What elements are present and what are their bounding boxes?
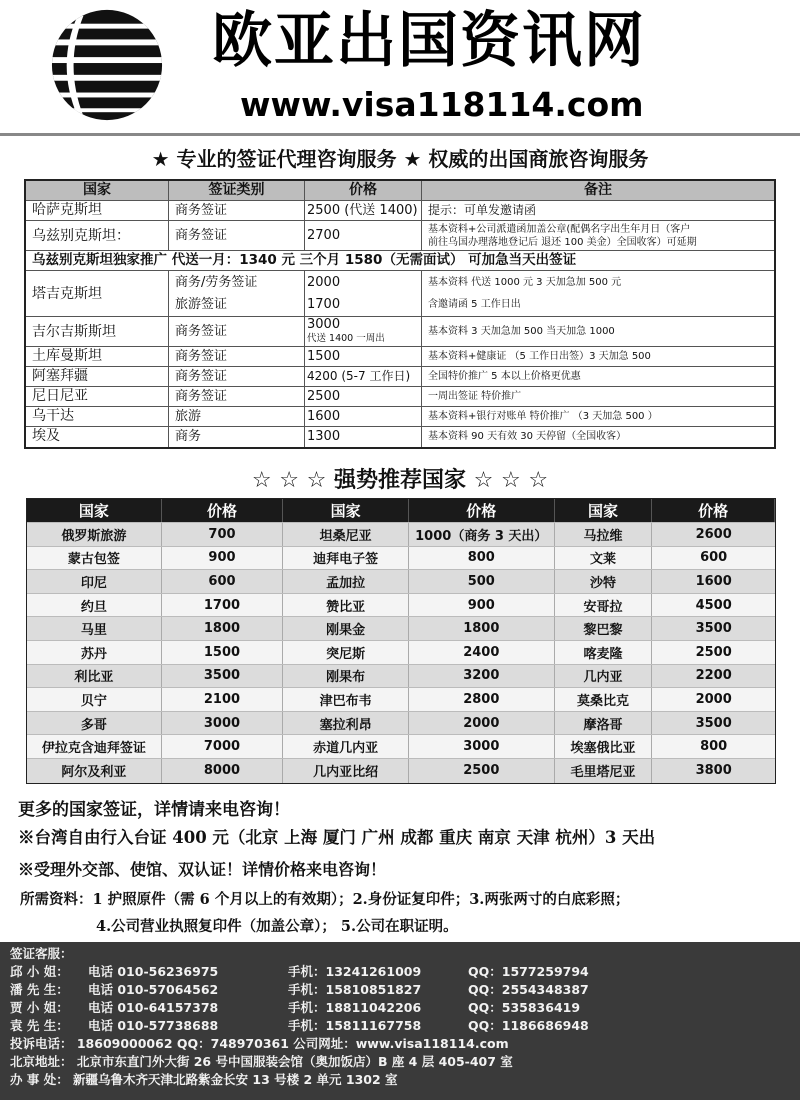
contact-mobile[interactable]: 手机：18811042206 [288, 1000, 422, 1015]
country-cell: 尼日尼亚 [26, 387, 169, 406]
price-cell: 2000 [695, 691, 732, 707]
price-line: 2000 [307, 274, 341, 290]
price-cell: 2600 [695, 526, 732, 542]
note-cell: 提示：可单发邀请函 [428, 203, 537, 217]
consular-notice: ※受理外交部、使馆、双认证！详情价格来电咨询！ [18, 860, 387, 879]
country-cell: 乌兹别克斯坦： [26, 221, 169, 250]
country-cell: 刚果金 [283, 617, 409, 640]
table-header-row [26, 181, 774, 201]
country-cell: 俄罗斯旅游 [27, 523, 162, 546]
contact-mobile[interactable]: 手机：15811167758 [288, 1018, 422, 1033]
country-cell: 蒙古包签 [27, 547, 162, 570]
recommended-heading: ☆ ☆ ☆ 强势推荐国家 ☆ ☆ ☆ [251, 468, 549, 493]
country-cell: 安哥拉 [555, 594, 653, 617]
country-cell: 阿尔及利亚 [27, 759, 162, 783]
visa-type-cell: 商务签证 [169, 387, 305, 406]
col-header-price: 价格 [305, 181, 422, 200]
country-cell: 印尼 [27, 570, 162, 593]
price-cell: 1600 [695, 573, 732, 589]
country-cell: 刚果布 [283, 665, 409, 688]
price-cell: 3500 [695, 715, 732, 731]
note-cell: 基本资料+健康证 （5 工作日出签）3 天加急 500 [428, 351, 651, 362]
price-cell: 2100 [162, 688, 284, 711]
col-header-country: 国家 [26, 181, 169, 200]
price-line: 3000 [307, 317, 341, 332]
country-cell: 迪拜电子签 [283, 547, 409, 570]
price-cell: 900 [162, 547, 284, 570]
country-cell: 坦桑尼亚 [283, 523, 409, 546]
contact-phone[interactable]: 电话 010-64157378 [88, 1000, 219, 1015]
price-cell: 700 [162, 523, 284, 546]
country-cell: 吉尔吉斯斯坦 [26, 317, 169, 346]
visa-type-cell: 商务 [169, 427, 305, 447]
contact-mobile[interactable]: 手机：15810851827 [288, 982, 422, 997]
contact-row [10, 982, 589, 998]
country-cell: 马拉维 [555, 523, 653, 546]
country-cell: 文莱 [555, 547, 653, 570]
table-row [27, 665, 775, 689]
table-row [27, 759, 775, 783]
contact-phone[interactable]: 电话 010-56236975 [88, 964, 219, 979]
table-row [26, 427, 774, 447]
price-cell: 4200 (5-7 工作日) [305, 367, 422, 386]
price-cell: 7000 [162, 735, 284, 758]
table-row [27, 688, 775, 712]
taiwan-permit-notice: ※台湾自由行入台证 400 元（北京 上海 厦门 广州 成都 重庆 南京 天津 杭州）3 天出 [18, 828, 656, 847]
country-cell: 几内亚比绍 [283, 759, 409, 783]
table-row [27, 594, 775, 618]
contact-mobile[interactable]: 手机：13241261009 [288, 964, 422, 979]
price-cell: 3500 [162, 665, 284, 688]
note-cell [422, 271, 774, 316]
price-cell [305, 271, 422, 316]
country-cell: 摩洛哥 [555, 712, 653, 735]
table-header-row [27, 499, 775, 523]
country-cell: 埃及 [26, 427, 169, 447]
price-cell: 2000 [409, 712, 555, 735]
country-cell: 赞比亚 [283, 594, 409, 617]
contact-row [10, 1000, 580, 1016]
note-line: 前往乌国办理落地登记后 退还 100 美金）全国收客）可延期 [428, 236, 697, 248]
country-cell: 利比亚 [27, 665, 162, 688]
note-line: 基本资料+公司派遣函加盖公章(配偶名字出生年月日（客户 [428, 223, 691, 235]
country-cell: 土库曼斯坦 [26, 347, 169, 366]
note-cell: 全国特价推广 5 本以上价格更优惠 [428, 371, 581, 382]
country-cell: 莫桑比克 [555, 688, 653, 711]
required-docs-line-2: 4.公司营业执照复印件（加盖公章）； 5.公司在职证明。 [96, 918, 458, 935]
note-cell [422, 221, 774, 250]
table-row [27, 617, 775, 641]
price-cell: 2200 [695, 668, 732, 684]
office-address: 办 事 处： 新疆乌鲁木齐天津北路紫金长安 13 号楼 2 单元 1302 室 [10, 1072, 398, 1087]
country-cell: 沙特 [555, 570, 653, 593]
country-cell: 孟加拉 [283, 570, 409, 593]
note-line: 含邀请函 5 工作日出 [428, 298, 521, 310]
visa-type-cell: 商务签证 [169, 201, 305, 220]
country-cell: 喀麦隆 [555, 641, 653, 664]
service-label: 签证客服： [10, 946, 73, 961]
visa-type-cell [169, 271, 305, 316]
contact-name: 贾 小 姐： [10, 1000, 69, 1015]
contact-qq[interactable]: QQ：1186686948 [468, 1018, 589, 1033]
col-header-price: 价格 [409, 499, 555, 522]
note-cell: 基本资料 3 天加急加 500 当天加急 1000 [428, 326, 615, 337]
price-cell: 1500 [162, 641, 284, 664]
note-cell: 基本资料 90 天有效 30 天停留（全国收客） [428, 431, 627, 442]
country-cell: 约旦 [27, 594, 162, 617]
services-banner: ★ 专业的签证代理咨询服务 ★ 权威的出国商旅咨询服务 [151, 147, 649, 171]
visa-type-cell: 商务签证 [169, 347, 305, 366]
country-cell: 伊拉克含迪拜签证 [27, 735, 162, 758]
country-cell: 几内亚 [555, 665, 653, 688]
visa-type-line: 商务/劳务签证 [175, 274, 258, 290]
table-row [27, 523, 775, 547]
required-docs-line-1: 所需资料：1 护照原件（需 6 个月以上的有效期）；2.身份证复印件；3.两张两寸的白底彩照； [20, 891, 630, 908]
visa-price-table [24, 179, 776, 449]
contact-qq[interactable]: QQ：1577259794 [468, 964, 589, 979]
header-divider [0, 133, 800, 136]
contact-phone[interactable]: 电话 010-57738688 [88, 1018, 219, 1033]
price-line: 代送 1400 一周出 [307, 332, 385, 344]
country-cell: 突尼斯 [283, 641, 409, 664]
price-cell: 3000 [162, 712, 284, 735]
country-cell: 塔吉克斯坦 [26, 271, 169, 316]
country-cell: 乌干达 [26, 407, 169, 426]
price-cell: 1700 [162, 594, 284, 617]
contact-qq[interactable]: QQ：2554348387 [468, 982, 589, 997]
note-line: 基本资料 代送 1000 元 3 天加急加 500 元 [428, 276, 622, 288]
price-cell: 1300 [305, 427, 422, 447]
col-header-country: 国家 [283, 499, 409, 522]
price-cell: 2500 [305, 387, 422, 406]
visa-type-cell: 旅游 [169, 407, 305, 426]
price-cell: 1800 [409, 617, 555, 640]
site-url[interactable]: www.visa118114.com [240, 85, 644, 124]
country-cell: 黎巴黎 [555, 617, 653, 640]
country-cell: 贝宁 [27, 688, 162, 711]
price-cell: 2500 (代送 1400) [305, 201, 422, 220]
price-cell: 3500 [695, 621, 732, 637]
globe-logo-icon [48, 6, 166, 124]
table-row [27, 570, 775, 594]
price-cell: 1000（商务 3 天出） [409, 523, 555, 546]
note-cell: 一周出签证 特价推广 [428, 391, 522, 402]
more-visas-notice: 更多的国家签证，详情请来电咨询！ [18, 800, 290, 820]
price-cell: 2700 [305, 221, 422, 250]
country-cell: 阿塞拜疆 [26, 367, 169, 386]
table-row [27, 712, 775, 736]
price-cell: 1600 [305, 407, 422, 426]
country-cell: 毛里塔尼亚 [555, 759, 653, 783]
price-cell: 600 [162, 570, 284, 593]
contact-footer [0, 942, 800, 1100]
beijing-address: 北京地址： 北京市东直门外大街 26 号中国服装会馆（奥加饭店）B 座 4 层 405-407 室 [10, 1054, 513, 1069]
price-cell: 1800 [162, 617, 284, 640]
price-cell [305, 317, 422, 346]
col-header-price: 价格 [162, 499, 284, 522]
contact-name: 袁 先 生： [10, 1018, 69, 1033]
country-cell: 埃塞俄比亚 [555, 735, 653, 758]
price-cell: 800 [409, 547, 555, 570]
contact-name: 潘 先 生： [10, 982, 69, 997]
table-row [27, 641, 775, 665]
price-cell: 2500 [409, 759, 555, 783]
country-cell: 多哥 [27, 712, 162, 735]
country-cell: 哈萨克斯坦 [26, 201, 169, 220]
price-cell: 3000 [409, 735, 555, 758]
contact-row [10, 1018, 589, 1034]
price-cell: 4500 [695, 597, 732, 613]
col-header-price: 价格 [652, 499, 775, 522]
price-cell: 2800 [409, 688, 555, 711]
table-row [26, 347, 774, 367]
col-header-country: 国家 [27, 499, 162, 522]
col-header-note: 备注 [584, 182, 612, 198]
price-cell: 800 [700, 739, 728, 755]
table-row [26, 387, 774, 407]
contact-name: 邱 小 姐： [10, 964, 69, 979]
visa-type-cell: 商务签证 [169, 367, 305, 386]
note-cell: 基本资料+银行对账单 特价推广 （3 天加急 500 ） [428, 411, 658, 422]
price-cell: 2400 [409, 641, 555, 664]
promo-text: 乌兹别克斯坦独家推广 代送一月：1340 元 三个月 1580（无需面试） 可加急当天出签证 [32, 252, 577, 268]
price-cell: 1500 [305, 347, 422, 366]
contact-phone[interactable]: 电话 010-57064562 [88, 982, 219, 997]
visa-type-cell: 商务签证 [169, 317, 305, 346]
complaint-line: 投诉电话： 18609000062 QQ：748970361 公司网址：www.visa118114.com [10, 1036, 509, 1051]
price-cell: 500 [409, 570, 555, 593]
table-row [26, 367, 774, 387]
table-row [26, 221, 774, 251]
visa-type-cell: 商务签证 [169, 221, 305, 250]
price-cell: 8000 [162, 759, 284, 783]
promo-row [26, 251, 774, 271]
contact-qq[interactable]: QQ：535836419 [468, 1000, 581, 1015]
price-line: 1700 [307, 296, 341, 312]
country-cell: 马里 [27, 617, 162, 640]
contact-row [10, 964, 589, 980]
country-cell: 赤道几内亚 [283, 735, 409, 758]
recommended-countries-table [26, 498, 776, 784]
col-header-country: 国家 [555, 499, 653, 522]
price-cell: 600 [700, 550, 728, 566]
table-row [27, 735, 775, 759]
country-cell: 津巴布韦 [283, 688, 409, 711]
table-row [26, 201, 774, 221]
header [0, 0, 800, 132]
price-cell: 900 [409, 594, 555, 617]
price-cell: 2500 [695, 644, 732, 660]
table-row [26, 317, 774, 347]
table-row [27, 547, 775, 571]
price-cell: 3800 [695, 763, 732, 779]
country-cell: 塞拉利昂 [283, 712, 409, 735]
price-cell: 3200 [409, 665, 555, 688]
table-row [26, 407, 774, 427]
col-header-visa-type: 签证类别 [169, 181, 305, 200]
table-row [26, 271, 774, 317]
country-cell: 苏丹 [27, 641, 162, 664]
site-title: 欧亚出国资讯网 [212, 6, 646, 76]
visa-type-line: 旅游签证 [175, 296, 228, 312]
